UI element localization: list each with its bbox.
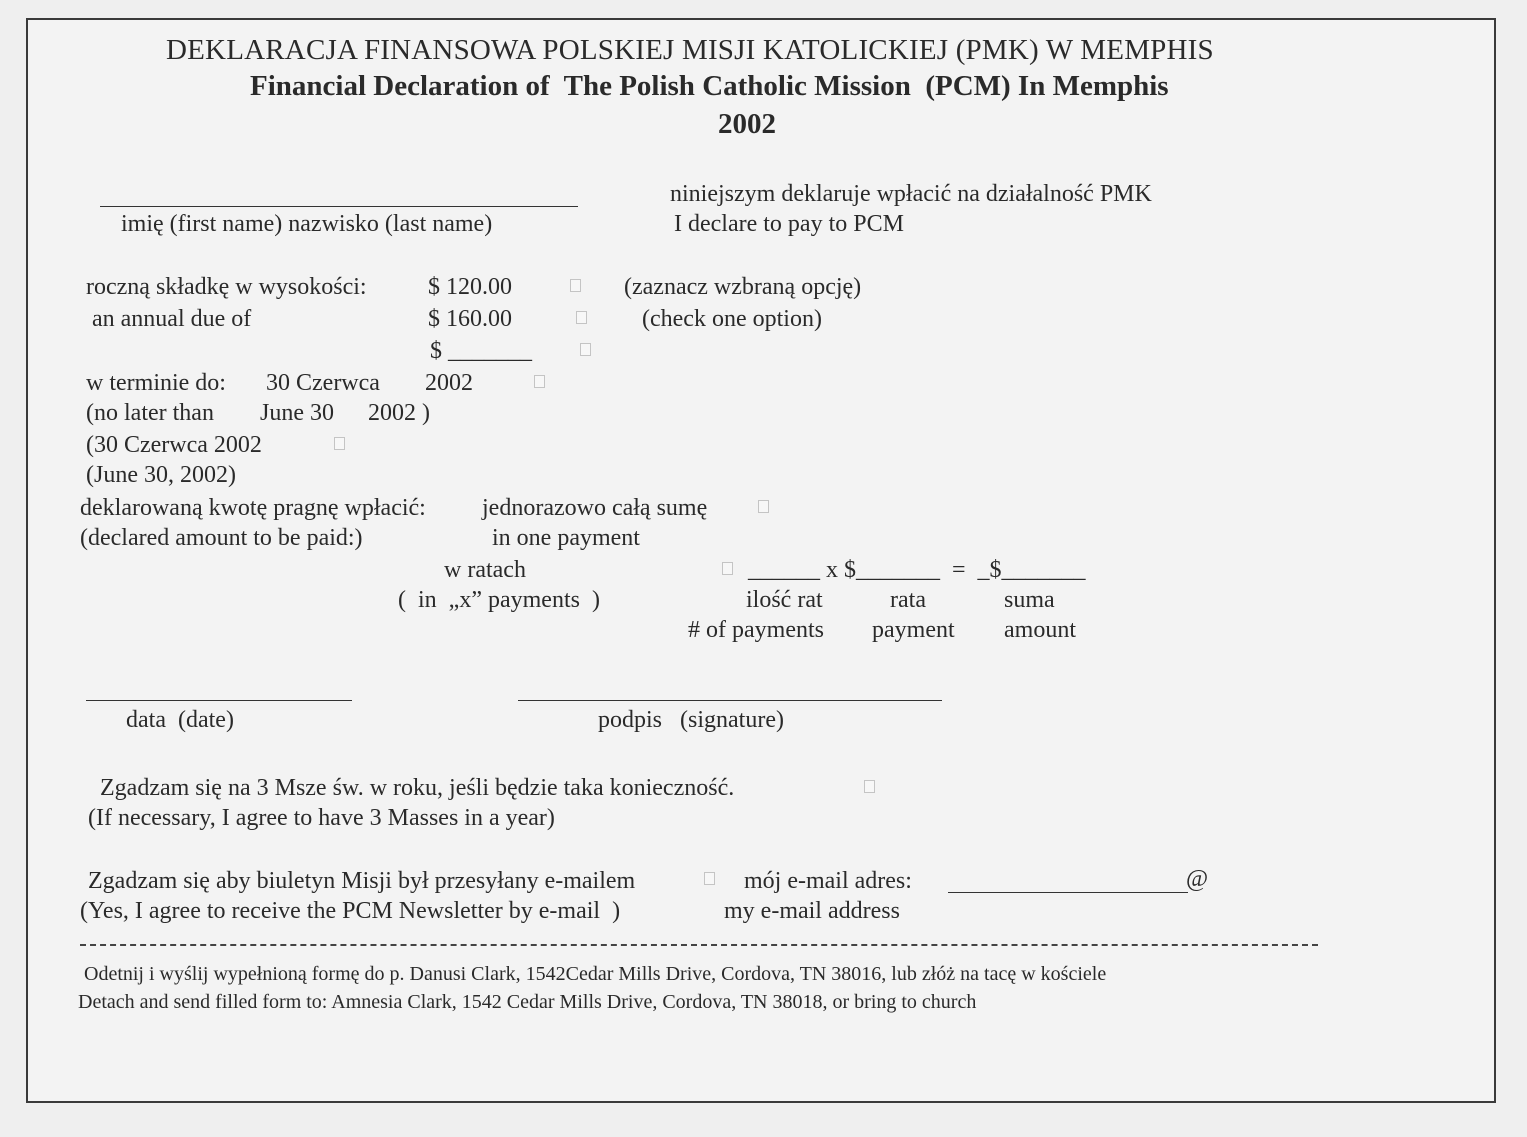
installment-formula[interactable]: ______ x $_______ = _$_______ (748, 557, 1086, 583)
dues-label-polish: roczną składkę w wysokości: (86, 274, 367, 300)
payment-installments-polish: w ratach (444, 557, 526, 583)
deadline-date-english: June 30 (260, 400, 334, 426)
title-year: 2002 (718, 108, 776, 140)
checkbox-deadline-alt[interactable] (334, 437, 345, 450)
checkbox-dues-160[interactable] (576, 311, 587, 324)
payment-one-english: in one payment (492, 525, 640, 551)
checkbox-dues-custom[interactable] (580, 343, 591, 356)
dues-option-custom: $ _______ (430, 338, 532, 364)
email-label-english: my e-mail address (724, 898, 900, 924)
deadline-year-polish: 2002 (425, 370, 473, 396)
dues-option-120: $ 120.00 (428, 274, 512, 300)
checkbox-newsletter[interactable] (704, 872, 715, 885)
col-count-english: # of payments (688, 617, 824, 643)
col-rate-english: payment (872, 617, 955, 643)
footer-polish: Odetnij i wyślij wypełnioną formę do p. Danusi Clark, 1542Cedar Mills Drive, Cordova, TN 38016, lub złóż na tacę w kościele (84, 963, 1107, 985)
col-rate-polish: rata (890, 587, 926, 613)
name-label: imię (first name) nazwisko (last name) (121, 211, 493, 237)
checkbox-installments[interactable] (722, 562, 733, 575)
dues-label-english: an annual due of (92, 306, 252, 332)
dues-hint-english: (check one option) (642, 306, 822, 332)
payment-one-polish: jednorazowo całą sumę (482, 495, 708, 521)
dues-option-160: $ 160.00 (428, 306, 512, 332)
masses-polish: Zgadzam się na 3 Msze św. w roku, jeśli będzie taka konieczność. (100, 775, 735, 801)
col-count-polish: ilość rat (746, 587, 823, 613)
email-label-polish: mój e-mail adres: (744, 868, 912, 894)
email-input-line[interactable] (948, 892, 1188, 893)
cut-line (80, 944, 1318, 946)
declaration-form (26, 18, 1496, 1103)
checkbox-dues-120[interactable] (570, 279, 581, 292)
deadline-label-english: (no later than (86, 400, 214, 426)
payment-installments-english: ( in „x” payments ) (398, 587, 600, 613)
dues-hint-polish: (zaznacz wzbraną opcję) (624, 274, 862, 300)
deadline-alt-polish: (30 Czerwca 2002 (86, 432, 262, 458)
declare-english: I declare to pay to PCM (674, 211, 904, 237)
col-sum-english: amount (1004, 617, 1076, 643)
newsletter-english: (Yes, I agree to receive the PCM Newsletter by e-mail ) (80, 898, 621, 924)
deadline-year-english: 2002 ) (368, 400, 430, 426)
signature-label: podpis (signature) (598, 707, 784, 733)
title-english: Financial Declaration of The Polish Catholic Mission (PCM) In Memphis (250, 70, 1169, 102)
checkbox-one-payment[interactable] (758, 500, 769, 513)
payment-label-english: (declared amount to be paid:) (80, 525, 363, 551)
newsletter-polish: Zgadzam się aby biuletyn Misji był przesyłany e-mailem (88, 868, 636, 894)
deadline-date-polish: 30 Czerwca (266, 370, 380, 396)
payment-label-polish: deklarowaną kwotę pragnę wpłacić: (80, 495, 426, 521)
checkbox-masses[interactable] (864, 780, 875, 793)
deadline-alt-english: (June 30, 2002) (86, 462, 236, 488)
deadline-label-polish: w terminie do: (86, 370, 226, 396)
name-input-line[interactable] (100, 206, 578, 207)
declare-polish: niniejszym deklaruje wpłacić na działalność PMK (670, 181, 1152, 207)
title-polish: DEKLARACJA FINANSOWA POLSKIEJ MISJI KATOLICKIEJ (PMK) W MEMPHIS (166, 34, 1214, 66)
date-label: data (date) (126, 707, 234, 733)
signature-input-line[interactable] (518, 700, 942, 701)
col-sum-polish: suma (1004, 587, 1055, 613)
checkbox-deadline[interactable] (534, 375, 545, 388)
footer-english: Detach and send filled form to: Amnesia Clark, 1542 Cedar Mills Drive, Cordova, TN 38018, or bring to church (78, 991, 977, 1013)
masses-english: (If necessary, I agree to have 3 Masses in a year) (88, 805, 555, 831)
email-at-sign: @ (1186, 866, 1209, 892)
date-input-line[interactable] (86, 700, 352, 701)
